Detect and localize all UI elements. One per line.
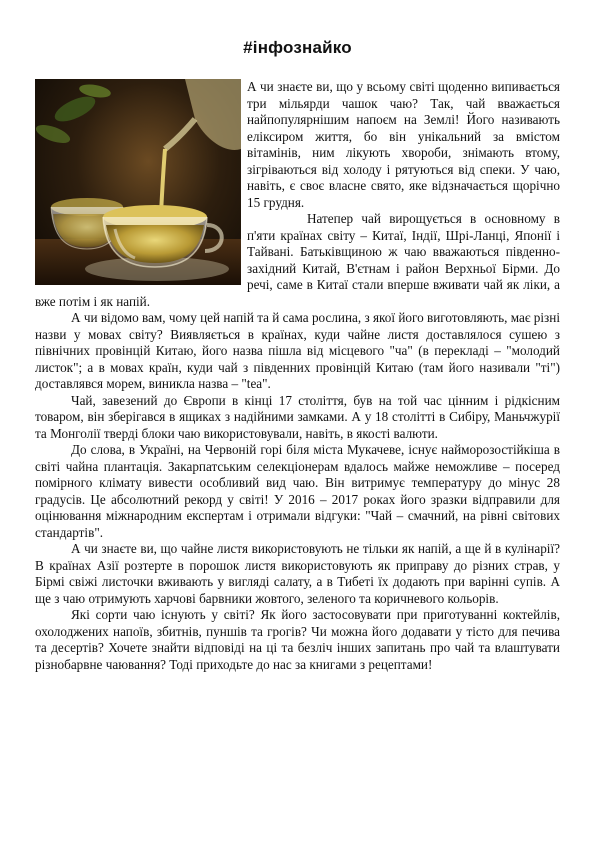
page-title: #інфознайко <box>243 38 352 57</box>
paragraph-6: А чи знаєте ви, що чайне листя використовують не тільки як напій, а ще й в кулінарії? В країнах Азії розтерте в порошок листя використовують як приправу до різних страв, у Бірмі свіжі листочки вживають у вигляді салату, а в Тибеті їх додають при варінні супів. А ще з чаю отримують харчові барвники жовтого, зеленого та коричневого кольорів. <box>35 541 560 606</box>
paragraph-1: А чи знаєте ви, що у всьому світі щоденно випивається три мільярди чашок чаю? Так, чай вважається найпопулярнішим напоєм на Землі! Його називають еліксиром життя, бо він унікальний за вмістом вітамінів, ним лікують хвороби, знімають втому, зігріваються від холоду і рятуються від спеки. У чаю, навіть, є своє власне свято, яке відзначається щорічно 15 грудня. <box>247 79 560 210</box>
paragraph-4: Чай, завезений до Європи в кінці 17 століття, був на той час цінним і рідкісним товаром, він зберігався в ящиках з надійними замками. А у 18 столітті в Сибіру, Маньчжурії та Монголії тверді блоки чаю використовували, навіть, в якості валюти. <box>35 392 560 441</box>
tea-photo-illustration <box>35 79 241 285</box>
paragraph-5: До слова, в Україні, на Червоній горі біля міста Мукачеве, існує найморозостійкіша в світі чайна плантація. Закарпатським селекціонерам вдалось майже неможливе – посеред помірного клімату вивести особливий вид чаю. Він витримує температуру до мінус 28 градусів. Це абсолютний рекорд у світі! У 2016 – 2017 роках його зразки відправили для оцінювання міжнародним експертам і отримали відгуки: "Чай – смачний, на рівні світових стандартів". <box>35 442 560 540</box>
paragraph-2: Натепер чай вирощується в основному в п'яти країнах світу – Китаї, Індії, Шрі-Ланці, Японії і Тайвані. Батьківщиною ж чаю вважаються південно-західний Китай, В'єтнам і район Верхньої Бірми. До речі, саме в Китаї стали вперше вживати чай як ліки, а вже потім і як напій. <box>35 211 560 309</box>
paragraph-7: Які сорти чаю існують у світі? Як його застосовувати при приготуванні коктейлів, охолоджених напоїв, збитнів, пуншів та грогів? Чи можна його додавати у тісто для печива та десертів? Хочете знайти відповіді на ці та безліч інших запитань про чай та влаштувати різнобарвне чаювання? Тоді приходьте до нас за книгами з рецептами! <box>35 607 560 672</box>
tea-cups-photo <box>35 79 241 285</box>
paragraph-3: А чи відомо вам, чому цей напій та й сама рослина, з якої його виготовляють, має різні назви у мовах світу? Виявляється в країнах, куди чайне листя доставлялося сушею з північних провінцій Китаю, його назва пішла від місцевого "ча" (в перекладі – "молодий листок"; а в мовах країн, куди чай з південних провінцій Китаю (там його називали "ті") доставлявся морем, виникла назва – "tea". <box>35 310 560 391</box>
article-body <box>35 79 560 673</box>
